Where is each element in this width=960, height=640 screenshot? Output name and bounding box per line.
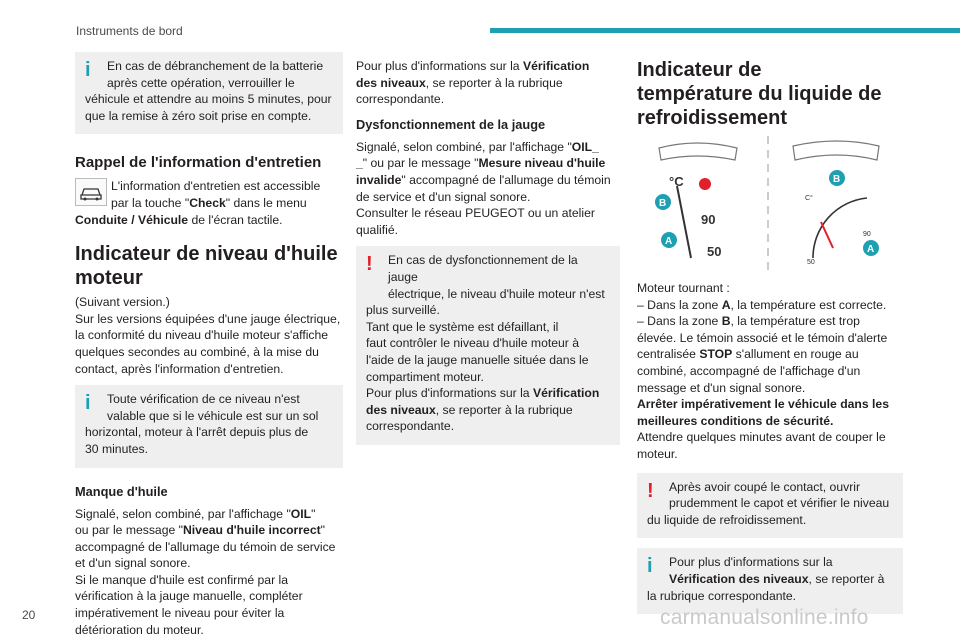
text-line: correspondante. [366,419,455,434]
text-line: faut contrôler le niveau d'huile moteur à [366,336,580,351]
gauge-right-label-b: B [833,174,841,185]
text-line: des niveaux, se reporter à la rubrique [366,402,573,417]
text-line: quelques secondes au combiné, à la mise du [75,344,319,359]
text-line: Signalé, selon combiné, par l'affichage "OIL" [75,506,316,521]
text-line: du liquide de refroidissement. [647,512,807,527]
info-icon: i [647,555,653,578]
info-box-oil [75,385,343,467]
text-line: invalide" accompagné de l'allumage du témoin [356,172,611,187]
text-line: Consulter le réseau PEUGEOT ou un atelier [356,206,595,221]
text-line: vérification à la jauge manuelle, compléter [75,589,303,604]
text-line: véhicule et attendre au moins 5 minutes, pour [85,92,332,107]
gauge-left-label-b: B [659,198,667,209]
dashboard-outline-right [793,141,879,160]
text-line: Toute vérification de ce niveau n'est [107,392,300,407]
text-line: que la remise à zéro soit prise en compte. [85,108,312,123]
text-line: meilleures conditions de sécurité. [637,413,834,428]
text-line: par la touche "Check" dans le menu [111,195,307,210]
text-line: prudemment le capot et vérifier le niveau [669,496,890,511]
text-line: détérioration du moteur. [75,622,204,637]
gauge-left-90: 90 [701,212,716,227]
text-line: Pour plus d'informations sur la Vérification [356,59,590,73]
text-line: Pour plus d'informations sur la Vérification [366,386,600,401]
text-line: (Suivant version.) [75,295,170,310]
text-line: et d'un signal sonore. [75,556,191,571]
text-line: En cas de débranchement de la batterie [107,59,324,73]
text-line: Moteur tournant : [637,281,730,295]
car-service-icon [75,178,107,206]
gauge-right-50: 50 [807,259,815,266]
text-line: Après avoir coupé le contact, ouvrir [669,479,861,494]
text-line: compartiment moteur. [366,369,484,384]
text-line: correspondante. [356,92,445,107]
text-line: En cas de dysfonctionnement de la jauge [388,253,578,284]
text-line: après cette opération, verrouiller le [107,75,295,90]
text-line: accompagné de l'allumage du témoin de service [75,539,336,554]
page-number: 20 [22,608,36,622]
text-line: ou par le message "Niveau d'huile incorrect" [75,523,325,538]
text-line: électrique, le niveau d'huile moteur n'est [388,286,605,301]
text-line: impérativement le niveau pour éviter la [75,606,285,621]
text-line: Pour plus d'informations sur la [669,555,833,570]
text-line: centralisée STOP s'allument en rouge au [637,347,859,362]
text-line: Conduite / Véhicule de l'écran tactile. [75,212,283,227]
column-3 [637,58,903,614]
text-line: des niveaux, se reporter à la rubrique [356,75,563,90]
text-line: la conformité du niveau d'huile moteur s'affiche [75,328,329,343]
text-line: de service et d'un signal sonore. [356,189,531,204]
section-title-dysfonctionnement: Dysfonctionnement de la jauge [356,116,546,132]
header-accent-bar [490,28,960,33]
text-line: Vérification des niveaux, se reporter à [669,571,885,586]
text-line: Si le manque d'huile est confirmé par la [75,572,289,587]
info-icon: i [85,392,91,415]
section-title-manque: Manque d'huile [75,483,168,499]
text-line: Attendre quelques minutes avant de couper le [637,430,886,445]
gauge-left-scale [677,186,691,258]
gauge-right-label-a: A [867,244,875,255]
gauge-left-unit: °C [669,174,684,189]
text-line: l'aide de la jauge manuelle située dans le [366,352,589,367]
text-line: valable que si le véhicule est sur un sol [107,408,319,423]
gauge-left-label-a: A [665,236,673,247]
watermark: carmanualsonline.info [660,606,869,629]
running-header: Instruments de bord [76,24,183,38]
coolant-gauge-svg [637,136,903,276]
info-box-coolant [637,548,903,614]
text-line: moteur. [637,446,678,461]
text-line: Arrêter impérativement le véhicule dans les [637,397,889,412]
gauge-left-warning-dot [699,178,711,190]
section-title-coolant-1: Indicateur de [637,59,762,81]
gauge-right-needle [821,222,833,248]
section-title-coolant-2: température du liquide de [637,83,882,105]
column-2 [356,58,620,445]
section-title-oil-1: Indicateur de niveau d'huile [75,243,338,266]
coolant-gauge-illustration [637,136,903,276]
text-line: – Dans la zone A, la température est correcte. [637,297,887,312]
text-line: contact, après l'information d'entretien. [75,361,284,376]
text-line: élevée. Le témoin associé et le témoin d'alerte [637,330,888,345]
info-icon: i [85,59,91,81]
warning-box-coolant [637,473,903,539]
text-line: – Dans la zone B, la température est trop [637,314,860,329]
warning-box-jauge [356,246,620,445]
dashboard-outline-left [659,143,737,160]
column-1 [75,52,343,638]
gauge-right-arc [813,198,867,258]
gauge-right-90: 90 [863,231,871,238]
text-line: plus surveillé. [366,303,440,318]
text-line: horizontal, moteur à l'arrêt depuis plus de [85,425,309,440]
section-title-coolant-3: refroidissement [637,107,788,129]
text-line: _" ou par le message "Mesure niveau d'huile [356,156,606,171]
warning-icon: ! [647,479,654,502]
text-line: L'information d'entretien est accessible [111,179,321,194]
text-line: Signalé, selon combiné, par l'affichage "OIL_ [356,139,599,154]
text-line: qualifié. [356,222,399,237]
warning-icon: ! [366,253,373,276]
gauge-left-50: 50 [707,244,722,259]
text-line: 30 minutes. [85,441,149,456]
text-line: Sur les versions équipées d'une jauge électrique, [75,311,341,326]
text-line: combiné, accompagné de l'affichage d'un [637,363,861,378]
text-line: Tant que le système est défaillant, il [366,319,559,334]
section-title-oil-2: moteur [75,267,143,290]
info-box-battery [75,52,343,134]
gauge-right-unit: C° [805,195,813,202]
text-line: message et d'un signal sonore. [637,380,806,395]
text-line: la rubrique correspondante. [647,588,797,603]
section-title-rappel: Rappel de l'information d'entretien [75,154,322,172]
rappel-block [75,178,343,228]
